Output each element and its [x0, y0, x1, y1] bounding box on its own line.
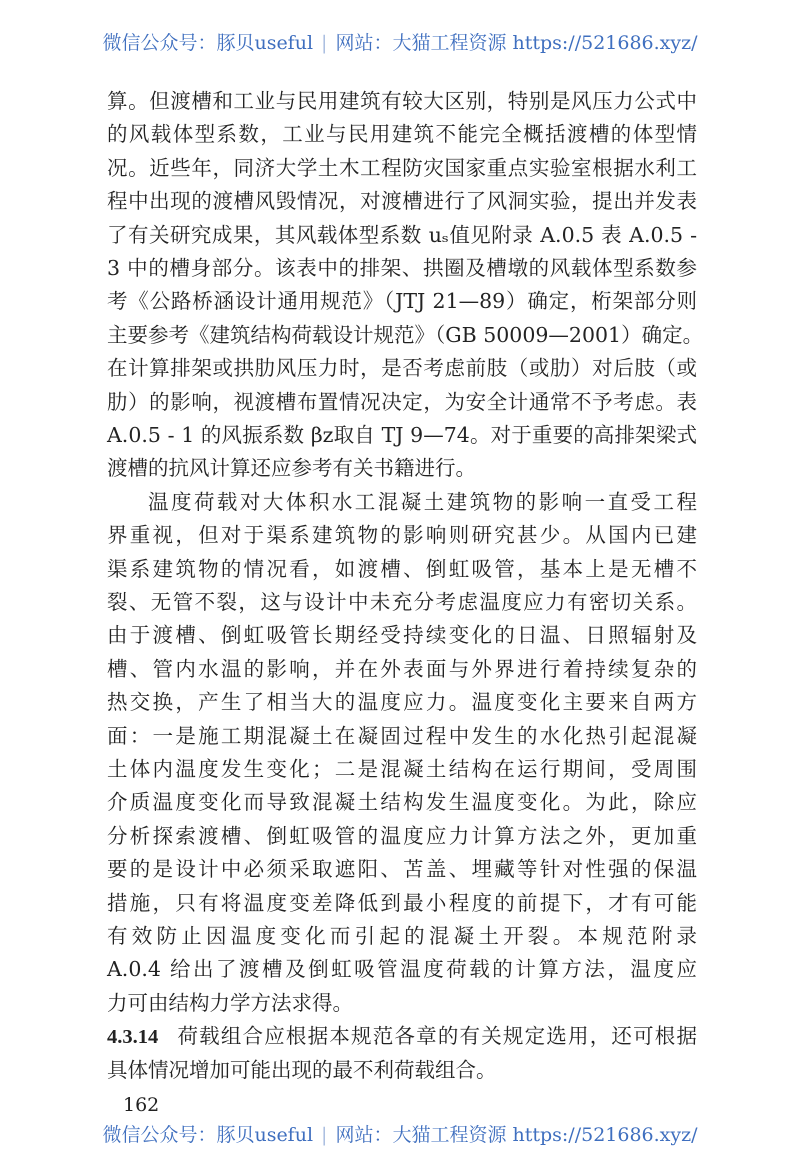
watermark-website: 网站：大猫工程资源 https://521686.xyz/ [335, 1124, 698, 1146]
text-line [107, 186, 697, 216]
text-line [107, 554, 697, 584]
line-text: 程中出现的渡槽风毁情况，对渡槽进行了风洞实验，提出并发表 [107, 189, 697, 214]
line-text: 土体内温度发生变化；二是混凝土结构在运行期间，受周围 [107, 757, 697, 781]
line-text: 槽、管内水温的影响，并在外表面与外界进行着持续复杂的 [107, 656, 697, 681]
text-line [148, 487, 697, 517]
section-number: 4.3.14 [107, 1026, 159, 1049]
line-text: 算。但渡槽和工业与民用建筑有较大区别，特别是风压力公式中 [107, 89, 697, 113]
line-text: 热交换，产生了相当大的温度应力。温度变化主要来自两方 [107, 690, 697, 715]
line-text: 温度荷载对大体积水工混凝土建筑物的影响一直受工程 [148, 489, 697, 514]
text-line [107, 320, 704, 350]
text-line [107, 854, 697, 884]
text-line [107, 387, 697, 417]
text-line [107, 220, 697, 250]
line-text: 的风载体型系数，工业与民用建筑不能完全概括渡槽的体型情 [107, 122, 697, 147]
text-line [107, 153, 697, 183]
line-text: 裂、无管不裂，这与设计中未充分考虑温度应力有密切关系。 [107, 590, 697, 614]
text-line [107, 954, 697, 984]
text-line [107, 687, 697, 717]
page-number: 162 [123, 1094, 160, 1116]
line-text: 了有关研究成果，其风载体型系数 uₛ值见附录 A.0.5 表 A.0.5 - [107, 222, 697, 247]
text-line [107, 921, 697, 951]
line-text: 界重视，但对于渠系建筑物的影响则研究甚少。从国内已建 [107, 523, 697, 548]
watermark-header [0, 30, 800, 56]
line-text: 力可由结构力学方法求得。 [107, 990, 353, 1015]
text-line [107, 754, 697, 784]
text-line [107, 888, 697, 918]
line-text: 在计算排架或拱肋风压力时，是否考虑前肢（或肋）对后肢（或 [107, 356, 697, 381]
watermark-wechat: 微信公众号：豚贝useful [102, 32, 314, 54]
watermark-wechat: 微信公众号：豚贝useful [102, 1124, 314, 1146]
text-line [107, 420, 697, 450]
text-line [107, 253, 697, 283]
text-line [107, 286, 697, 316]
text-line [107, 620, 697, 650]
line-text: 3 中的槽身部分。该表中的排架、拱圈及槽墩的风载体型系数参 [107, 256, 697, 280]
text-line [107, 988, 697, 1018]
text-line [107, 119, 697, 149]
line-text: 考《公路桥涵设计通用规范》（JTJ 21—89）确定，桁架部分则 [107, 289, 697, 314]
text-line [107, 353, 697, 383]
text-line [107, 520, 697, 550]
line-text: 措施，只有将温度变差降低到最小程度的前提下，才有可能 [107, 890, 697, 915]
line-text: A.0.5 - 1 的风振系数 βz取自 TJ 9—74。对于重要的高排架梁式 [107, 423, 697, 447]
line-text: 主要参考《建筑结构荷载设计规范》（GB 50009—2001）确定。 [107, 322, 704, 347]
line-text: 由于渡槽、倒虹吸管长期经受持续变化的日温、日照辐射及 [107, 623, 697, 648]
text-line [107, 821, 697, 851]
line-text: 要的是设计中必须采取遮阳、苫盖、埋藏等针对性强的保温 [107, 857, 697, 882]
text-line [107, 453, 697, 483]
line-text: 荷载组合应根据本规范各章的有关规定选用，还可根据 [176, 1024, 697, 1049]
text-line [107, 1021, 697, 1051]
text-line [107, 86, 697, 116]
text-line [107, 787, 697, 817]
line-text: 有效防止因温度变化而引起的混凝土开裂。本规范附录 [107, 924, 697, 948]
line-text: 介质温度变化而导致混凝土结构发生温度变化。为此，除应 [107, 790, 697, 815]
line-text: 肋）的影响，视渡槽布置情况决定，为安全计通常不予考虑。表 [107, 389, 697, 414]
line-text: 分析探索渡槽、倒虹吸管的温度应力计算方法之外，更加重 [107, 823, 697, 848]
watermark-footer [0, 1122, 800, 1148]
line-text: A.0.4 给出了渡槽及倒虹吸管温度荷载的计算方法，温度应 [107, 957, 697, 982]
line-text: 况。近些年，同济大学土木工程防灾国家重点实验室根据水利工 [107, 155, 697, 180]
watermark-separator: | [321, 1124, 328, 1146]
text-line [107, 1055, 697, 1085]
line-text: 面：一是施工期混凝土在凝固过程中发生的水化热引起混凝 [107, 723, 697, 748]
text-line [107, 721, 697, 751]
text-line [107, 587, 697, 617]
line-text: 具体情况增加可能出现的最不利荷载组合。 [107, 1057, 497, 1082]
line-text: 渠系建筑物的情况看，如渡槽、倒虹吸管，基本上是无槽不 [107, 556, 697, 581]
watermark-website: 网站：大猫工程资源 https://521686.xyz/ [335, 32, 698, 54]
line-text: 渡槽的抗风计算还应参考有关书籍进行。 [107, 456, 476, 481]
watermark-separator: | [321, 32, 328, 54]
text-line [107, 654, 697, 684]
